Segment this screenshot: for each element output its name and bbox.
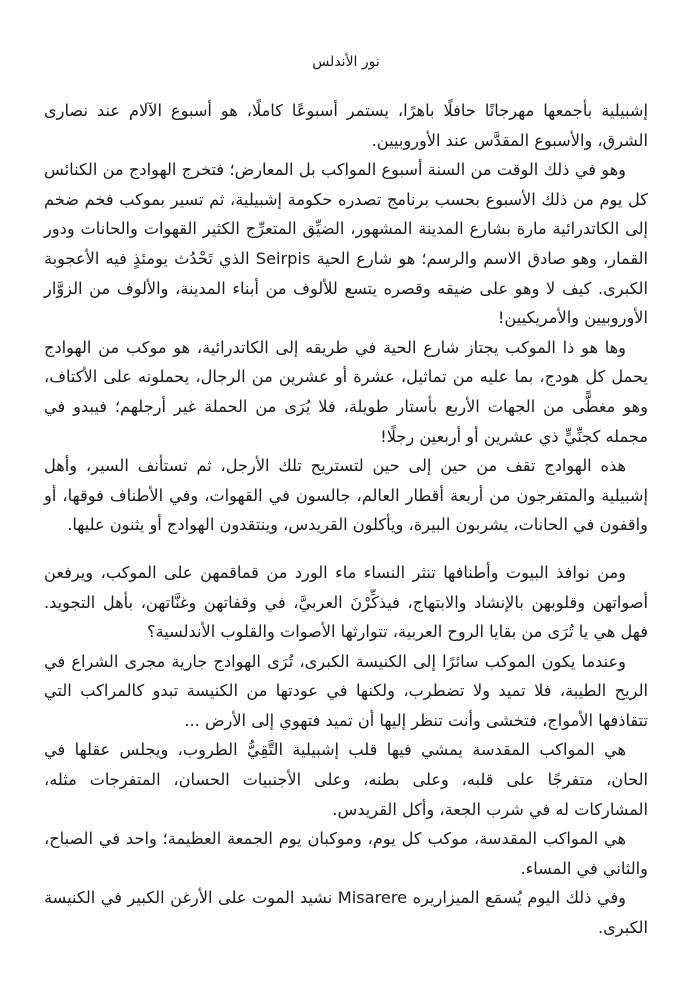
paragraph: وعندما يكون الموكب سائرًا إلى الكنيسة الكبرى، تُرَى الهوادج جارية مجرى الشراع في الريح الطيبة، فلا تميد ولا تضطرب، ولكنها في عودتها من الكنيسة تبدو كالمراكب التي تتقاذفها الأمواج، فتخشى وأنت تنظر إليها أن تميد فتهوي إلى الأرض ... [44,651,648,730]
paragraph: هي المواكب المقدسة، موكب كل يوم، وموكبان يوم الجمعة العظيمة؛ واحد في الصباح، والثاني في المساء. [44,829,648,878]
body-text [44,96,648,943]
paragraph: هذه الهوادج تقف من حين إلى حين لتستريح تلك الأرجل، ثم تستأنف السير، وأهل إشبيلية والمتفرجون من أربعة أقطار العالم، جالسون في القهوات، وفي الأطناف فوقها، أو واقفون في الحانات، يشربون البيرة، ويأكلون القريدس، وينتقدون الهوادج أو يثنون عليها. [44,456,648,535]
paragraph: وها هو ذا الموكب يجتاز شارع الحية في طريقه إلى الكاتدرائية، هو موكب من الهوادج يحمل كل هودج، بما عليه من تماثيل، عشرة أو عشرين من الرجال، يحملونه على الأكتاف، وهو مغطًّى من الجهات الأربع بأستار طويلة، فلا يُرَى من الحملة غير أرجلهم؛ فيبدو في مجمله كجنِّيٍّ ذي عشرين أو أربعين رجلًا! [44,337,648,446]
paragraph: هي المواكب المقدسة يمشي فيها قلب إشبيلية التَّقِيُّ الطروب، ويجلس عقلها في الحان، متفرجًا على قلبه، وعلى بطنه، وعلى الأجنبيات الحسان، المتفرجات مثله، المشاركات له في شرب الجعة، وأكل القريدس. [44,740,648,819]
paragraph: وفي ذلك اليوم يُسمَع الميزاريره Misarere نشيد الموت على الأرغن الكبير في الكنيسة الكبرى. [44,888,648,938]
paragraph: إشبيلية بأجمعها مهرجانًا حافلًا باهرًا، يستمر أسبوعًا كاملًا، هو أسبوع الآلام عند نصارى الشرق، والأسبوع المقدَّس عند الأوروبيين. [44,101,648,150]
paragraph: ومن نوافذ البيوت وأطنافها تنثر النساء ماء الورد من قماقمهن على الموكب، ويرفعن أصواتهن وقلوبهن بالإنشاد والابتهاج، فيذكِّرْنَ العربيَّ، في وقفاتهن وغنَّاتهن، بأهل التجويد. فهل هي يا تُرَى من بقايا الروح العربية، تتوارثها الأصوات والقلوب الأندلسية؟ [44,562,648,642]
running-header: نور الأندلس [312,54,380,70]
paragraph: وهو في ذلك الوقت من السنة أسبوع المواكب بل المعارض؛ فتخرج الهوادج من الكنائس كل يوم من ذلك الأسبوع بحسب برنامج تصدره حكومة إشبيلية، ثم تسير بموكب فخم ضخم إلى الكاتدرائية مارة بشارع المدينة المشهور، الضيِّق المتعرِّج الكثير القهوات والحانات ودور القمار، وهو صادق الاسم والرسم؛ هو شارع الحية Seirpis الذي تَحْدُث يومئذٍ فيه الأعجوبة الكبرى. كيف لا وهو على ضيقه وقصره يتسع للألوف من أبناء المدينة، والألوف من الزوَّار الأوروبيين والأمريكيين! [44,160,648,328]
